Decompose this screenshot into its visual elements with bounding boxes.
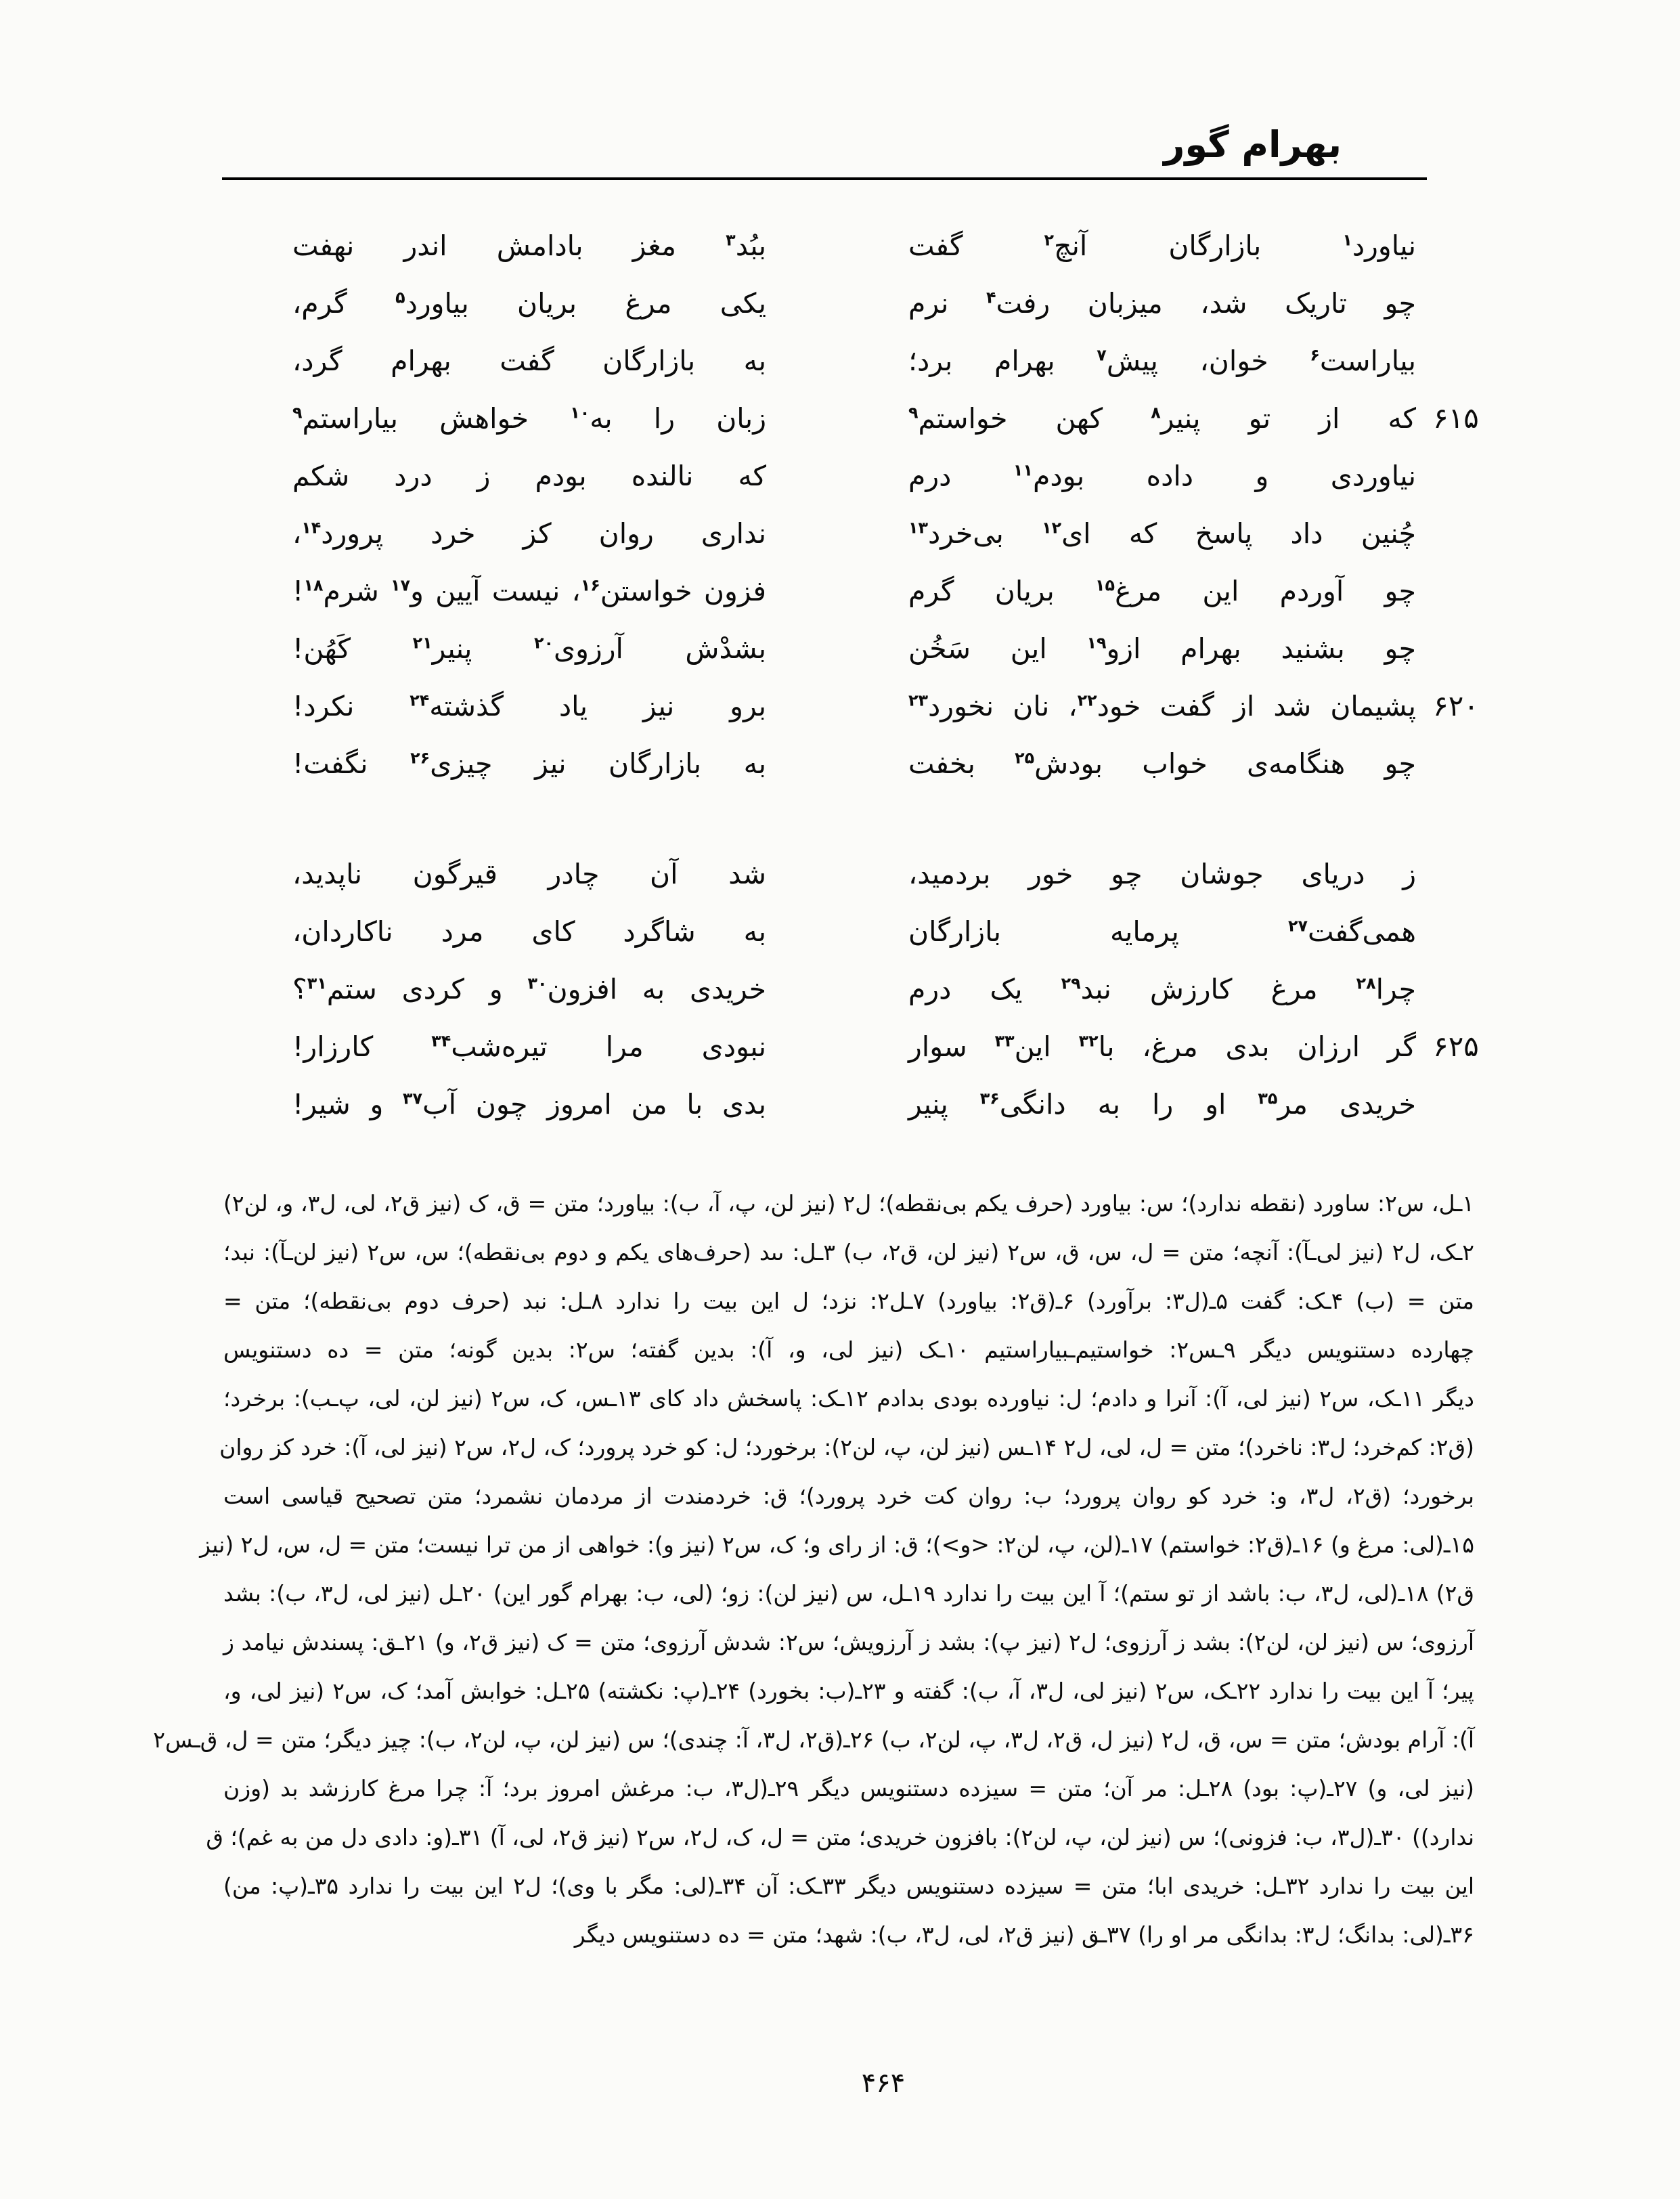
verse-number: ۶۲۵ (1433, 1030, 1479, 1063)
hemistich-left: زبان را به$^{۱۰}$ خواهش بیاراستم$^۹$ (292, 402, 766, 435)
page-title: بهرام گور (1164, 123, 1342, 166)
hemistich-right: پشیمان شد از گفت خود$^{۲۲}$، نان نخورد$^{۲۳}$ (908, 690, 1416, 722)
hemistich-right: بیاراست$^۶$ خوان، پیش$^۷$ بهرام برد؛ (908, 345, 1416, 377)
hemistich-left: نبودی مرا تیره‌شب$^{۳۴}$ کارزار! (292, 1030, 766, 1063)
hemistich-right: چُنین داد پاسخ که ای$^{۱۲}$ بی‌خرد$^{۱۳}$ (908, 517, 1416, 550)
hemistich-left: یکی مرغ بریان بیاورد$^۵$ گرم، (292, 287, 766, 320)
hemistich-right: همی‌گفت$^{۲۷}$ پرمایه بازارگان (908, 915, 1416, 948)
verse-row (278, 286, 1496, 344)
hemistich-right: گر ارزان بدی مرغ، با$^{۳۲}$ این$^{۳۳}$ سوار (908, 1030, 1416, 1063)
hemistich-left: ببُد$^۳$ مغز بادامش اندر نهفت (292, 230, 766, 262)
verse-row (278, 401, 1496, 459)
apparatus-line: (ق۲: کم‌خرد؛ ل۳: ناخرد)؛ متن = ل، لی، ل۲ ۱۴ـس (نیز لن، پ، لن۲): برخورد؛ ل: کو خرد پرورد؛ ک، ل۲، س۲ (نیز لی، آ): خرد کز روان (219, 1434, 1474, 1460)
hemistich-right: ز دریای جوشان چو خور بردمید، (908, 858, 1416, 890)
apparatus-line: دیگر ۱۱ـک، س۲ (نیز لی، آ): آنرا و دادم؛ ل: نیاورده بودی بدادم ۱۲ـک: پاسخش داد کای ۱۳ـس، ک، س۲ (نیز لن، لی، پ‌ـب): برخرد؛ (223, 1385, 1474, 1412)
apparatus-line: آرزوی؛ س (نیز لن، لن۲): بشد ز آرزوی؛ ل۲ (نیز پ): بشد ز آرزویش؛ س۲: شدش آرزوی؛ متن = ک (نیز ق۲، و) ۲۱ـق: پسندش نیامد ز (223, 1629, 1474, 1655)
verse-row (278, 459, 1496, 517)
verse-row (278, 689, 1496, 747)
apparatus-line: (نیز لی، و) ۲۷ـ(پ: بود) ۲۸ـل: مر آن؛ متن = سیزده دستنویس دیگر ۲۹ـ(ل۳، ب: مرغش امروز برد؛ آ: چرا مرغ کارزشد بد (وزن (223, 1775, 1474, 1802)
stanza-break (278, 804, 1496, 857)
verse-row (278, 574, 1496, 632)
apparatus-line: متن = (ب) ۴ـک: گفت ۵ـ(ل۳: برآورد) ۶ـ(ق۲: بیاورد) ۷ـل۲: نزد؛ ل این بیت را ندارد ۸ـل: نبد (حرف دوم بی‌نقطه)؛ متن = (223, 1288, 1474, 1314)
apparatus-line: چهارده دستنویس دیگر ۹ـس۲: خواستیم‌ـبیاراستیم ۱۰ـک (نیز لی، و، آ): بدین گفته؛ س۲: بدین گونه؛ متن = ده دستنویس (223, 1336, 1474, 1363)
hemistich-right: چرا$^{۲۸}$ مرغ کارزش نبد$^{۲۹}$ یک درم (908, 973, 1417, 1005)
hemistich-right: چو هنگامه‌ی خواب بودش$^{۲۵}$ بخفت (908, 747, 1416, 780)
verse-row (278, 229, 1496, 286)
hemistich-left: خریدی به افزون$^{۳۰}$ و کردی ستم$^{۳۱}$؟ (292, 973, 766, 1005)
header-divider-rule (222, 177, 1427, 180)
verse-row (278, 747, 1496, 804)
verse-row (278, 857, 1496, 915)
verse-row (278, 1030, 1496, 1087)
hemistich-right: که از تو پنیر$^۸$ کهن خواستم$^۹$ (908, 402, 1416, 435)
apparatus-line: پیر؛ آ این بیت را ندارد ۲۲ـک، س۲ (نیز لی، ل۳، آ، ب): گفته و ۲۳ـ(ب: بخورد) ۲۴ـ(پ: نکشته) ۲۵ـل: خوابش آمد؛ ک، س۲ (نیز لی، و، (223, 1678, 1474, 1704)
hemistich-left: بشدْش آرزوی$^{۲۰}$ پنیر$^{۲۱}$ کَهُن! (292, 632, 766, 665)
hemistich-right: چو بشنید بهرام ازو$^{۱۹}$ این سَخُن (908, 632, 1417, 665)
apparatus-line: ۱ـل، س۲: ساورد (نقطه ندارد)؛ س: بیاورد (حرف یکم بی‌نقطه)؛ ل۲ (نیز لن، پ، آ، ب): بیاورد؛ متن = ق، ک (نیز ق۲، لی، ل۳، و، لن۲) (223, 1190, 1474, 1217)
hemistich-left: فزون خواستن$^{۱۶}$، نیست آیین و$^{۱۷}$ شرم$^{۱۸}$! (292, 575, 767, 607)
poem-block (278, 229, 1496, 1145)
apparatus-block (153, 1179, 1475, 1959)
verse-row (278, 517, 1496, 574)
verse-row (278, 972, 1496, 1030)
verse-row (278, 632, 1496, 689)
apparatus-line: آ): آرام بودش؛ متن = س، ق، ل۲ (نیز ل، ق۲، ل۳، پ، لن۲، ب) ۲۶ـ(ق۲، ل۳، آ: چندی)؛ س (نیز لن، پ، لن۲، ب): چیز دیگر؛ متن = ل، ق‌ـس۲ (153, 1726, 1474, 1753)
hemistich-left: به شاگرد کای مرد ناکاردان، (292, 915, 766, 948)
verse-number: ۶۲۰ (1433, 689, 1479, 722)
hemistich-left: بدی با من امروز چون آب$^{۳۷}$ و شیر! (292, 1088, 766, 1120)
hemistich-left: به بازارگان گفت بهرام گرد، (292, 345, 766, 377)
hemistich-right: چو تاریک شد، میزبان رفت$^۴$ نرم (908, 287, 1417, 320)
apparatus-line: ۱۵ـ(لی: مرغ و) ۱۶ـ(ق۲: خواستم) ۱۷ـ(لن، پ، لن۲: <و>)؛ ق: از رای و؛ ک، س۲ (نیز و): خواهی از من ترا نیست؛ متن = ل، س، ل۲ (نیز (200, 1531, 1474, 1558)
hemistich-right: چو آوردم این مرغ$^{۱۵}$ بریان گرم (908, 575, 1416, 607)
hemistich-right: نیاوردی و داده بودم$^{۱۱}$ درم (908, 460, 1416, 492)
apparatus-line: ندارد)) ۳۰ـ(ل۳، ب: فزونی)؛ س (نیز لن، پ، لن۲): بافزون خریدی؛ متن = ل، ک، ل۲، س۲ (نیز ق۲، لی، آ) ۳۱ـ(و: دادی دل من به غم)؛ ق (206, 1824, 1474, 1850)
apparatus-line: این بیت را ندارد ۳۲ـل: خریدی ابا؛ متن = سیزده دستنویس دیگر ۳۳ـک: آن ۳۴ـ(لی: مگر با وی)؛ ل۲ این بیت را ندارد ۳۵ـ(پ: من) (223, 1873, 1474, 1899)
hemistich-right: خریدی مر$^{۳۵}$ او را به دانگی$^{۳۶}$ پنیر (908, 1088, 1417, 1120)
hemistich-left: برو نیز یاد گذشته$^{۲۴}$ نکرد! (292, 690, 766, 722)
page-number: ۴۶۴ (861, 2068, 906, 2099)
hemistich-left: به بازارگان نیز چیزی$^{۲۶}$ نگفت! (292, 747, 766, 780)
apparatus-line: ۳۶ـ(لی: بدانگ؛ ل۳: بدانگی مر او را) ۳۷ـق (نیز ق۲، لی، ل۳، ب): شهد؛ متن = ده دستنویس دیگر (574, 1921, 1474, 1948)
apparatus-line: برخورد؛ (ق۲، ل۳، و: خرد کو روان پرورد؛ ب: روان کت خرد پرورد)؛ ق: خردمندت از مردمان نشمرد؛ متن تصحیح قیاسی است (223, 1483, 1475, 1509)
hemistich-right: نیاورد$^۱$ بازارگان آنچ$^۲$ گفت (908, 230, 1416, 262)
verse-row (278, 1087, 1496, 1145)
apparatus-line: ۲ـک، ل۲ (نیز لی‌ـآ): آنچه؛ متن = ل، س، ق، س۲ (نیز لن، ق۲، ب) ۳ـل: ٮٮد (حرف‌های یکم و دوم بی‌نقطه)؛ س، س۲ (نیز لن‌ـآ): نبد؛ (223, 1239, 1475, 1265)
hemistich-left: که نالنده بودم ز درد شکم (292, 460, 766, 492)
hemistich-left: شد آن چادر قیرگون ناپدید، (292, 858, 766, 890)
verse-number: ۶۱۵ (1433, 401, 1479, 435)
verse-row (278, 915, 1496, 972)
hemistich-left: نداری روان کز خرد پرورد$^{۱۴}$، (292, 517, 766, 550)
verse-row (278, 344, 1496, 401)
apparatus-line: ق۲) ۱۸ـ(لی، ل۳، ب: باشد از تو ستم)؛ آ این بیت را ندارد ۱۹ـل، س (نیز لن): زو؛ (لی، ب: بهرام گور این) ۲۰ـل (نیز لی، ل۳، ب): بشد (223, 1580, 1474, 1607)
